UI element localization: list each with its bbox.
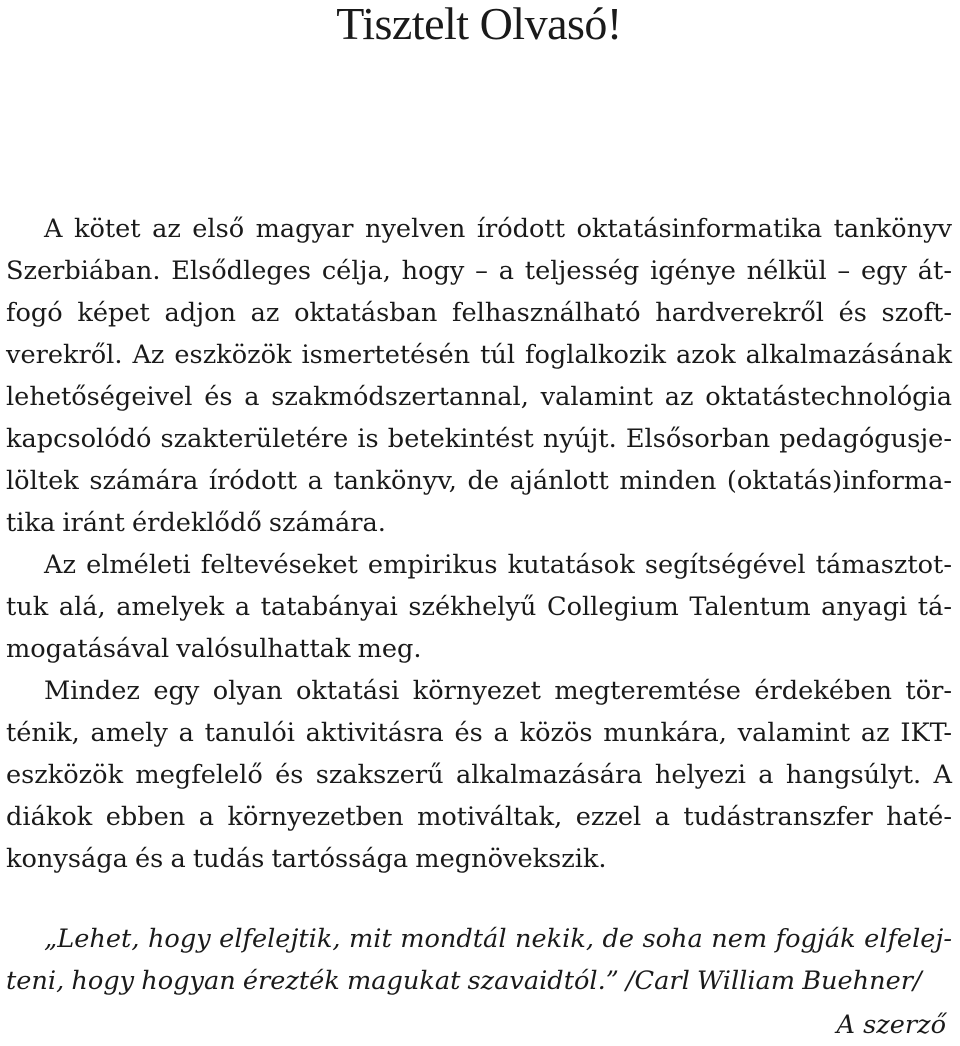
quote: „Lehet, hogy elfelejtik, mit mondtál nekik, de soha nem fogják elfelejteni, hogy hogyan érezték magukat szavaidtól.” /Carl William Buehner/ [6,924,952,996]
page-title: Tisztelt Olvasó! [336,0,622,49]
paragraph-research: Az elméleti feltevéseket empirikus kutatások segítségével támasztottuk alá, amelyek a tatabányai székhelyű Collegium Talentum anyagi támogatásával valósulhattak meg. [6,550,952,664]
author-signature: A szerző [836,1010,946,1040]
paragraph-intro: A kötet az első magyar nyelven íródott oktatásinformatika tankönyv Szerbiában. Elsődleges célja, hogy – a teljesség igénye nélkül – egy átfogó képet adjon az oktatásban felhasználható hardverekről és szoftverekről. Az eszközök ismertetésén túl foglalkozik azok alkalmazásának lehetőségeivel és a szakmódszertannal, valamint az oktatástechnológia kapcsolódó szakterületére is betekintést nyújt. Elsősorban pedagógusjelöltek számára íródott a tankönyv, de ajánlott minden (oktatás)informatika iránt érdeklődő számára. [6,214,952,538]
body-text [6,208,952,880]
paragraph-environment: Mindez egy olyan oktatási környezet megteremtése érdekében történik, amely a tanulói aktivitásra és a közös munkára, valamint az IKT-eszközök megfelelő és szakszerű alkalmazására helyezi a hangsúlyt. A diákok ebben a környezetben motiváltak, ezzel a tudástranszfer hatékonysága és a tudás tartóssága megnövekszik. [6,676,952,874]
